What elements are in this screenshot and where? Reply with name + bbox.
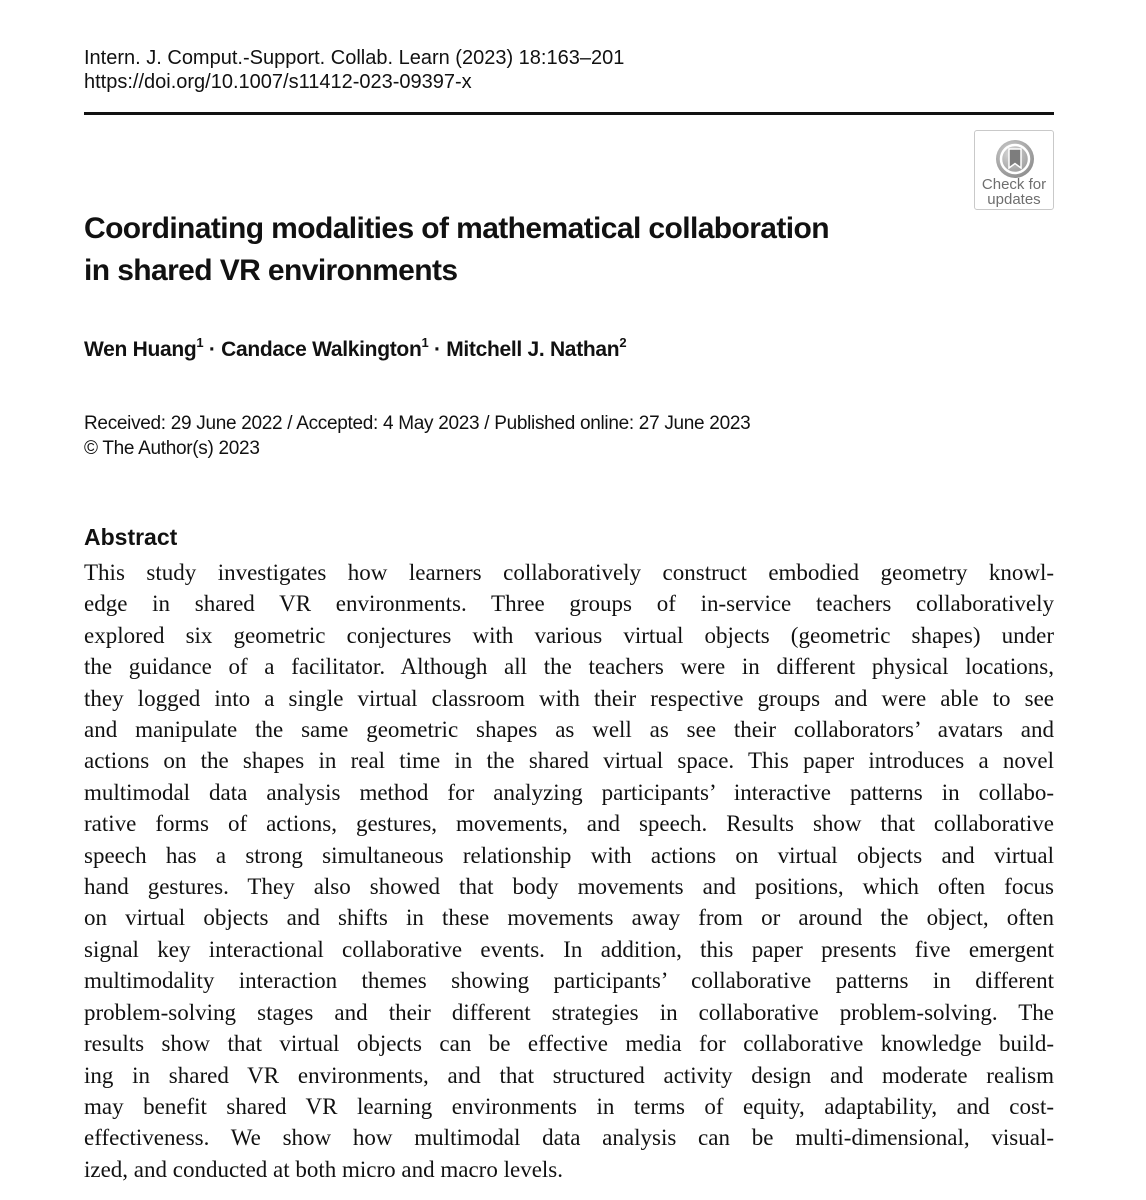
abstract-line: effectiveness. We show how multimodal data analysis can be multi-dimensional, visual- — [84, 1125, 1054, 1151]
abstract-line: ing in shared VR environments, and that structured activity design and moderate realism — [84, 1062, 1054, 1088]
abstract-line: multimodal data analysis method for analyzing participants’ interactive patterns in collabo- — [84, 779, 1054, 805]
abstract-line: multimodality interaction themes showing participants’ collaborative patterns in different — [84, 968, 1054, 994]
abstract-line: explored six geometric conjectures with various virtual objects (geometric shapes) under — [84, 622, 1054, 648]
author-affiliation: 2 — [619, 335, 627, 350]
abstract-line: on virtual objects and shifts in these movements away from or around the object, often — [84, 905, 1054, 931]
abstract-line: signal key interactional collaborative events. In addition, this paper presents five emergent — [84, 936, 1054, 962]
abstract-line: rative forms of actions, gestures, movements, and speech. Results show that collaborative — [84, 811, 1054, 837]
abstract-line: and manipulate the same geometric shapes as well as see their collaborators’ avatars and — [84, 717, 1054, 743]
article-title — [84, 208, 944, 292]
author-separator: · — [203, 338, 222, 361]
title-line-2: in shared VR environments — [84, 254, 458, 287]
abstract-line: actions on the shapes in real time in the shared virtual space. This paper introduces a novel — [84, 748, 1054, 774]
header-rule — [84, 112, 1054, 115]
badge-label — [975, 177, 1053, 207]
journal-meta — [84, 46, 624, 94]
publication-dates — [84, 411, 750, 461]
author-affiliation: 1 — [421, 335, 429, 350]
abstract-line: the guidance of a facilitator. Although all the teachers were in different physical locations, — [84, 654, 1054, 680]
publication-history: Received: 29 June 2022 / Accepted: 4 May 2023 / Published online: 27 June 2023 — [84, 413, 751, 434]
badge-line-1: Check for — [981, 176, 1047, 193]
abstract-line: results show that virtual objects can be effective media for collaborative knowledge build- — [84, 1031, 1054, 1057]
check-for-updates-badge[interactable] — [974, 130, 1054, 210]
journal-citation: Intern. J. Comput.-Support. Collab. Learn (2023) 18:163–201 — [84, 47, 625, 69]
abstract-line: problem-solving stages and their different strategies in collaborative problem-solving. The — [84, 999, 1054, 1025]
abstract-heading: Abstract — [84, 524, 178, 550]
abstract-line: ized, and conducted at both micro and macro levels. — [84, 1156, 563, 1182]
author-name[interactable]: Candace Walkington — [221, 338, 422, 361]
copyright-notice: © The Author(s) 2023 — [84, 438, 260, 459]
author-name[interactable]: Mitchell J. Nathan — [446, 338, 620, 361]
title-line-1: Coordinating modalities of mathematical collaboration — [84, 212, 829, 245]
check-for-updates-icon — [993, 137, 1037, 181]
abstract-body — [84, 557, 1054, 1185]
author-separator: · — [428, 338, 447, 361]
author-name[interactable]: Wen Huang — [84, 338, 197, 361]
doi-link[interactable]: https://doi.org/10.1007/s11412-023-09397-x — [84, 71, 472, 93]
abstract-line: hand gestures. They also showed that body movements and positions, which often focus — [84, 874, 1054, 900]
abstract-line: edge in shared VR environments. Three groups of in-service teachers collaboratively — [84, 591, 1054, 617]
abstract-line: speech has a strong simultaneous relationship with actions on virtual objects and virtual — [84, 842, 1054, 868]
abstract-line: This study investigates how learners collaboratively construct embodied geometry knowl- — [84, 560, 1054, 585]
badge-line-2: updates — [987, 191, 1041, 208]
author-affiliation: 1 — [196, 335, 204, 350]
abstract-line: may benefit shared VR learning environments in terms of equity, adaptability, and cost- — [84, 1093, 1054, 1119]
author-list — [84, 336, 626, 364]
abstract-line: they logged into a single virtual classroom with their respective groups and were able to see — [84, 685, 1054, 711]
